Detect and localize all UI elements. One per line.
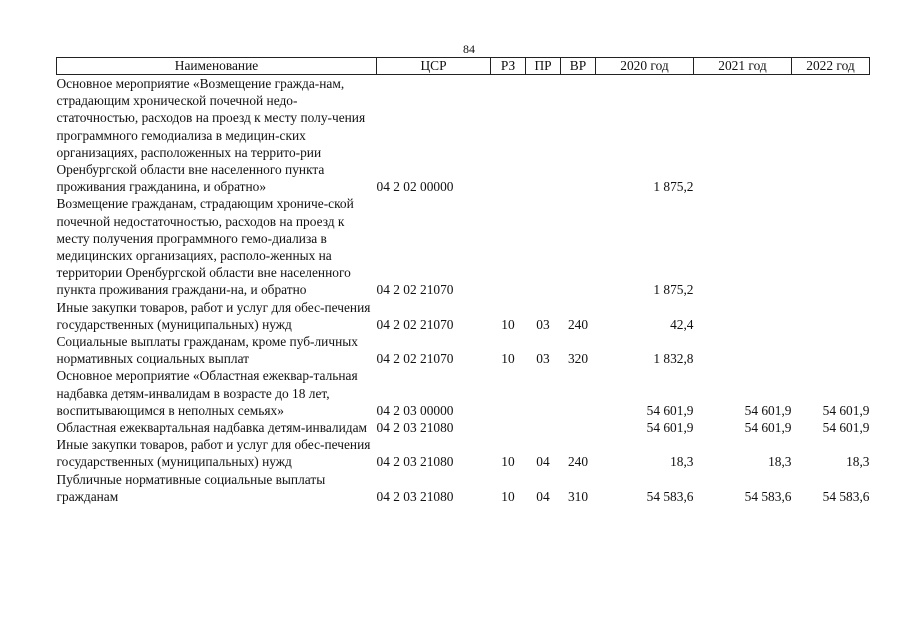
row-value-2021: 54 601,9 [744, 402, 792, 418]
col-header-vr: ВР [561, 58, 596, 75]
row-value-2021: 54 601,9 [744, 420, 792, 436]
row-value-2022 [792, 299, 870, 333]
row-name: Публичные нормативные социальные выплаты гражданам [56, 471, 326, 504]
col-header-2022: 2022 год [792, 58, 870, 75]
row-rz: 10 [501, 488, 515, 504]
row-vr: 240 [567, 454, 589, 470]
row-value-2020: 54 601,9 [646, 402, 694, 418]
row-pr [526, 419, 561, 436]
row-pr [526, 367, 561, 419]
row-name: Областная ежеквартальная надбавка детям-инвалидам [56, 420, 367, 436]
row-csr: 04 2 02 00000 [376, 179, 454, 195]
row-rz [491, 195, 526, 298]
row-rz [491, 419, 526, 436]
col-header-csr: ЦСР [377, 58, 491, 75]
col-header-pr: ПР [526, 58, 561, 75]
table-header-row [57, 58, 870, 75]
row-rz: 10 [501, 316, 515, 332]
table-row [57, 333, 870, 367]
col-header-name: Наименование [57, 58, 377, 75]
table-row [57, 195, 870, 298]
row-value-2022 [792, 75, 870, 196]
row-rz: 10 [501, 454, 515, 470]
row-value-2021 [694, 195, 792, 298]
row-value-2021: 54 583,6 [744, 488, 792, 504]
col-header-rz: РЗ [491, 58, 526, 75]
row-rz [491, 75, 526, 196]
row-name: Основное мероприятие «Областная ежеквар-тальная надбавка детям-инвалидам в возрасте до 18 лет, воспитывающимся в неполных семьях» [56, 368, 358, 418]
row-name: Иные закупки товаров, работ и услуг для обес-печения государственных (муниципальных) нужд [56, 437, 371, 470]
row-pr: 03 [536, 351, 550, 367]
row-vr: 320 [567, 351, 589, 367]
row-csr: 04 2 03 21080 [376, 420, 454, 436]
row-vr [561, 419, 596, 436]
row-value-2020: 42,4 [670, 316, 694, 332]
row-pr [526, 75, 561, 196]
row-csr: 04 2 02 21070 [376, 282, 454, 298]
row-value-2020: 1 832,8 [653, 351, 694, 367]
row-value-2020: 54 583,6 [646, 488, 694, 504]
row-rz [491, 367, 526, 419]
row-pr: 04 [536, 488, 550, 504]
row-vr [561, 367, 596, 419]
row-name: Возмещение гражданам, страдающим хрониче-ской почечной недостаточностью, расходов на проезд к месту получения программного гемо-диализа в медицинских организациях, располо-женных на территории Оренбургской области вне населенного пункта проживания граждани-на, и обратно [56, 196, 354, 298]
row-value-2020: 18,3 [670, 454, 694, 470]
row-csr: 04 2 03 21080 [376, 488, 454, 504]
row-name: Иные закупки товаров, работ и услуг для обес-печения государственных (муниципальных) нужд [56, 299, 371, 332]
row-value-2022 [792, 195, 870, 298]
row-pr: 04 [536, 454, 550, 470]
row-value-2022: 54 601,9 [822, 402, 870, 418]
table-row [57, 367, 870, 419]
row-vr: 240 [567, 316, 589, 332]
row-pr: 03 [536, 316, 550, 332]
row-value-2022: 18,3 [846, 454, 870, 470]
row-value-2022: 54 601,9 [822, 420, 870, 436]
col-header-2020: 2020 год [596, 58, 694, 75]
row-value-2021 [694, 333, 792, 367]
row-vr: 310 [567, 488, 589, 504]
row-csr: 04 2 03 00000 [376, 402, 454, 418]
table-row [57, 419, 870, 436]
table-row [57, 471, 870, 505]
page-number: 84 [463, 42, 475, 56]
row-csr: 04 2 02 21070 [376, 351, 454, 367]
row-vr [561, 75, 596, 196]
row-pr [526, 195, 561, 298]
table-row [57, 436, 870, 470]
row-value-2021 [694, 299, 792, 333]
row-name: Основное мероприятие «Возмещение гражда-нам, страдающим хронической почечной недо-статочностью, расходов на проезд к месту полу-чения программного гемодиализа в медицин-ских организациях, расположенных на террито-рии Оренбургской области вне населенного пункта проживания гражданина, и обратно» [56, 76, 366, 195]
row-name: Социальные выплаты гражданам, кроме пуб-личных нормативных социальных выплат [56, 334, 358, 367]
row-value-2020: 54 601,9 [646, 420, 694, 436]
row-rz: 10 [501, 351, 515, 367]
row-value-2022 [792, 333, 870, 367]
row-value-2021 [694, 75, 792, 196]
row-vr [561, 195, 596, 298]
row-csr: 04 2 02 21070 [376, 316, 454, 332]
table-row [57, 299, 870, 333]
budget-table [56, 57, 870, 505]
row-value-2020: 1 875,2 [653, 179, 694, 195]
row-csr: 04 2 03 21080 [376, 454, 454, 470]
row-value-2021: 18,3 [768, 454, 792, 470]
col-header-2021: 2021 год [694, 58, 792, 75]
row-value-2020: 1 875,2 [653, 282, 694, 298]
row-value-2022: 54 583,6 [822, 488, 870, 504]
table-row [57, 75, 870, 196]
